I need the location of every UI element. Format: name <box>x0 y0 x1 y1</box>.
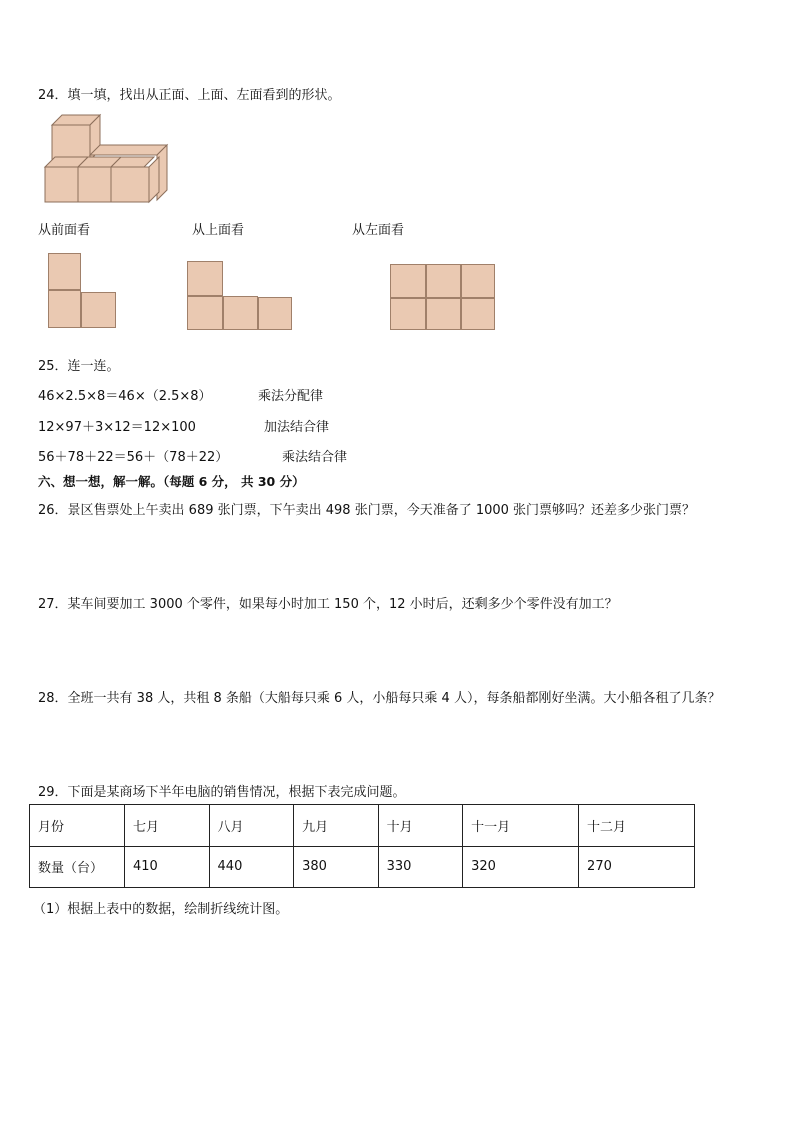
q29-text: 29．下面是某商场下半年电脑的销售情况，根据下表完成问题。 <box>38 785 406 800</box>
table-cell: 九月 <box>294 805 379 847</box>
table-cell: 330 <box>378 846 463 888</box>
equation-1: 46×2.5×8＝46×（2.5×8） <box>38 389 212 404</box>
law-1: 乘法分配律 <box>258 389 324 404</box>
table-cell: 380 <box>294 846 379 888</box>
q29-sub1: （1）根据上表中的数据，绘制折线统计图。 <box>33 902 289 917</box>
q26-text: 26．景区售票处上午卖出 689 张门票，下午卖出 498 张门票，今天准备了 1000 张门票够吗？还差多少张门票？ <box>38 503 696 518</box>
law-3: 乘法结合律 <box>282 450 348 465</box>
view-label-left: 从左面看 <box>352 223 405 238</box>
q27-text: 27．某车间要加工 3000 个零件，如果每小时加工 150 个，12 小时后，还剩多少个零件没有加工？ <box>38 597 618 612</box>
law-2: 加法结合律 <box>264 420 330 435</box>
q24-title: 24．填一填，找出从正面、上面、左面看到的形状。 <box>38 88 341 103</box>
view-label-top: 从上面看 <box>192 223 245 238</box>
table-cell: 八月 <box>209 805 294 847</box>
table-cell: 七月 <box>125 805 210 847</box>
equation-3: 56＋78＋22＝56＋（78＋22） <box>38 450 229 465</box>
table-cell: 数量（台） <box>30 846 125 888</box>
cube-stack-figure <box>40 110 175 205</box>
sales-table <box>29 804 695 888</box>
q25-title: 25．连一连。 <box>38 359 120 374</box>
table-cell: 440 <box>209 846 294 888</box>
table-cell: 410 <box>125 846 210 888</box>
table-cell: 270 <box>579 846 695 888</box>
table-cell: 十一月 <box>463 805 579 847</box>
table-row <box>30 805 695 847</box>
section-6-title: 六、想一想，解一解。（每题 6 分， 共 30 分） <box>38 474 305 489</box>
equation-2: 12×97＋3×12＝12×100 <box>38 420 196 435</box>
table-cell: 十月 <box>378 805 463 847</box>
table-cell: 320 <box>463 846 579 888</box>
table-cell: 十二月 <box>579 805 695 847</box>
table-cell: 月份 <box>30 805 125 847</box>
view-label-front: 从前面看 <box>38 223 91 238</box>
table-row <box>30 846 695 888</box>
q28-text: 28．全班一共有 38 人，共租 8 条船（大船每只乘 6 人，小船每只乘 4 人），每条船都刚好坐满。大小船各租了几条？ <box>38 691 721 706</box>
